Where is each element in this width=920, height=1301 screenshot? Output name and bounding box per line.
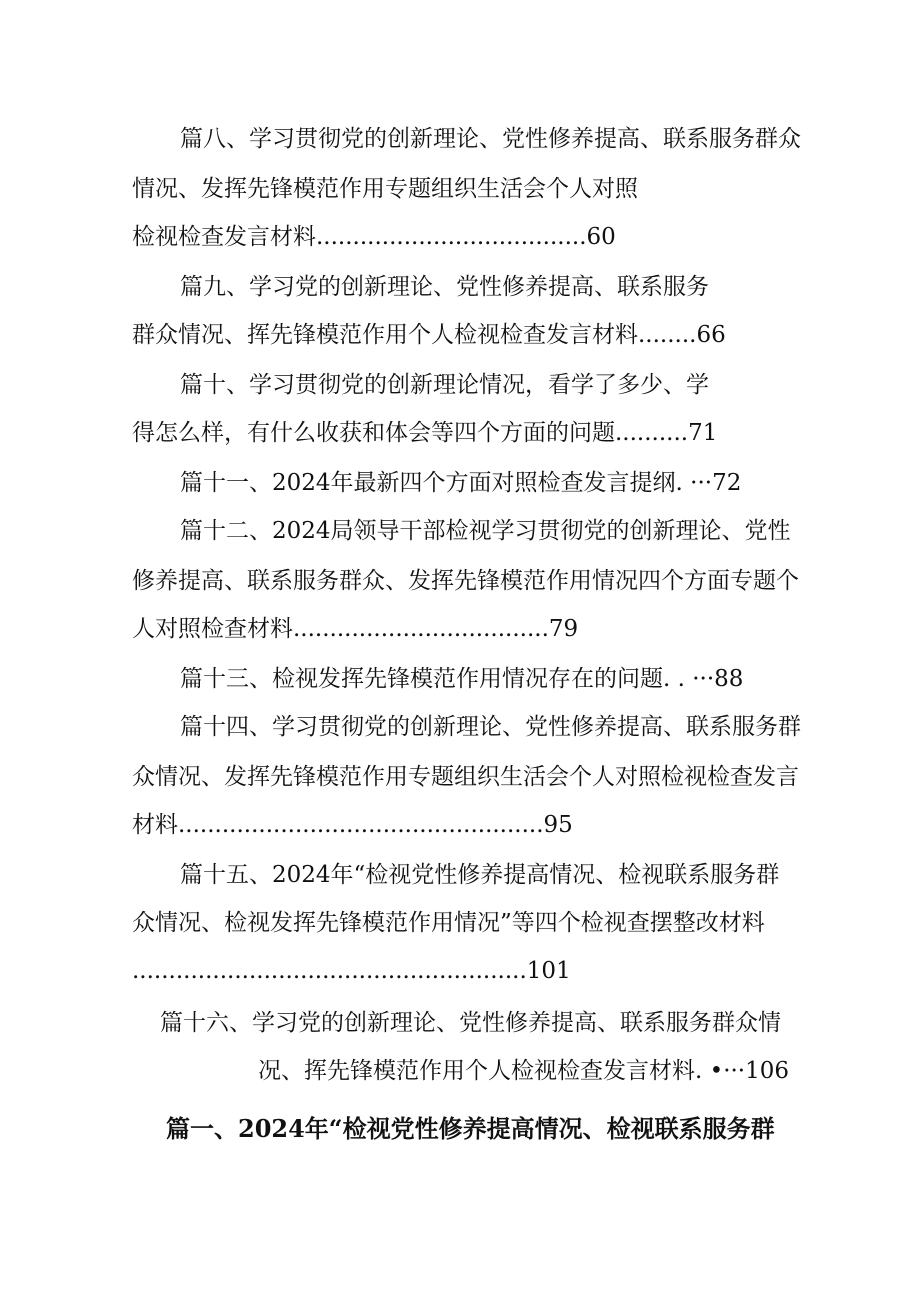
- section-heading: 篇一、2024年“检视党性修养提高情况、检视联系服务群: [166, 1114, 775, 1143]
- toc-line: 篇十、学习贯彻党的创新理论情况，看学了多少、学: [180, 372, 709, 398]
- toc-line: 修养提高、联系服务群众、发挥先锋模范作用情况四个方面专题个: [132, 568, 799, 594]
- toc-line: 篇十二、2024局领导干部检视学习贯彻党的创新理论、党性: [180, 518, 791, 544]
- toc-line: 篇十一、2024年最新四个方面对照检查发言提纲. ···72: [180, 470, 742, 496]
- toc-line: 众情况、发挥先锋模范作用专题组织生活会个人对照检视检查发言: [132, 764, 799, 790]
- toc-line: 材料..................................................95: [132, 812, 573, 838]
- toc-line: 人对照检查材料...................................79: [132, 616, 579, 642]
- toc-line: 篇十四、学习贯彻党的创新理论、党性修养提高、联系服务群: [180, 714, 801, 740]
- toc-line: 篇九、学习党的创新理论、党性修养提高、联系服务: [180, 274, 709, 300]
- toc-line: ......................................................101: [132, 958, 571, 984]
- toc-line: 篇十六、学习党的创新理论、党性修养提高、联系服务群众情: [160, 1010, 781, 1036]
- toc-line: 篇十三、检视发挥先锋模范作用情况存在的问题. . ···88: [180, 666, 744, 692]
- toc-line: 群众情况、挥先锋模范作用个人检视检查发言材料........66: [132, 322, 726, 348]
- toc-line: 情况、发挥先锋模范作用专题组织生活会个人对照: [132, 176, 638, 202]
- toc-line: 况、挥先锋模范作用个人检视检查发言材料. •···106: [258, 1058, 790, 1084]
- toc-line: 篇八、学习贯彻党的创新理论、党性修养提高、联系服务群众: [180, 126, 801, 152]
- toc-line: 众情况、检视发挥先锋模范作用情况”等四个检视查摆整改材料: [132, 910, 765, 936]
- toc-line: 检视检查发言材料.....................................60: [132, 224, 616, 250]
- toc-line: 篇十五、2024年“检视党性修养提高情况、检视联系服务群: [180, 862, 780, 888]
- toc-line: 得怎么样，有什么收获和体会等四个方面的问题..........71: [132, 420, 718, 446]
